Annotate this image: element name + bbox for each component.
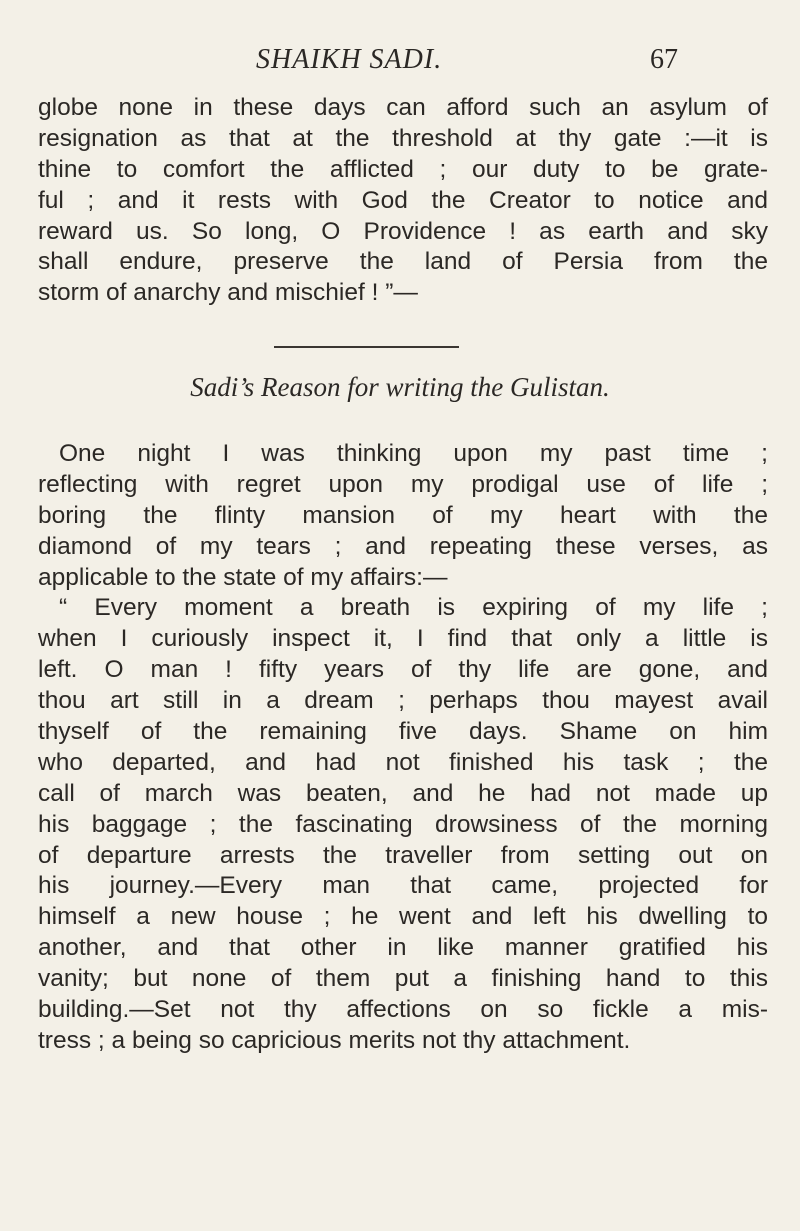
text-line: diamond of my tears ; and repeating these verses, as (38, 532, 768, 560)
text-line: left. O man ! fifty years of thy life are gone, and (38, 656, 768, 684)
text-line: who departed, and had not finished his task ; the (38, 748, 768, 776)
text-line: thou art still in a dream ; perhaps thou mayest avail (38, 687, 768, 715)
text-line: when I curiously inspect it, I find that only a little is (38, 625, 768, 653)
page-number: 67 (650, 44, 678, 75)
paragraph-continuation (38, 93, 768, 309)
text-line: tress ; a being so capricious merits not thy attachment. (38, 1026, 631, 1054)
running-head (0, 40, 800, 80)
running-head-title: SHAIKH SADI. (256, 44, 443, 75)
text-line: shall endure, preserve the land of Persia from the (38, 248, 768, 276)
text-line: ful ; and it rests with God the Creator to notice and (38, 186, 768, 214)
text-line: applicable to the state of my affairs:— (38, 563, 448, 591)
text-line: himself a new house ; he went and left his dwelling to (38, 903, 768, 931)
text-line: “ Every moment a breath is expiring of my life ; (59, 594, 768, 622)
text-line: his baggage ; the fascinating drowsiness of the morning (38, 810, 768, 838)
section-divider (274, 346, 459, 348)
text-line: One night I was thinking upon my past time ; (59, 440, 768, 467)
text-line: thyself of the remaining five days. Shame on him (38, 718, 768, 746)
text-line: another, and that other in like manner gratified his (38, 934, 768, 962)
text-line: vanity; but none of them put a finishing hand to this (38, 965, 768, 993)
text-line: storm of anarchy and mischief ! ”— (38, 279, 418, 307)
text-line: call of march was beaten, and he had not made up (38, 779, 768, 807)
text-line: building.—Set not thy affections on so fickle a mis- (38, 996, 768, 1024)
text-line: reflecting with regret upon my prodigal use of life ; (38, 470, 768, 498)
text-line: of departure arrests the traveller from setting out on (38, 841, 768, 869)
text-line: resignation as that at the threshold at thy gate :—it is (38, 124, 768, 152)
paragraph-body (38, 439, 768, 1057)
text-line: globe none in these days can afford such an asylum of (38, 94, 768, 121)
text-line: his journey.—Every man that came, projected for (38, 872, 768, 900)
section-heading: Sadi’s Reason for writing the Gulistan. (190, 372, 610, 402)
text-line: thine to comfort the afflicted ; our duty to be grate- (38, 155, 768, 183)
text-line: reward us. So long, O Providence ! as earth and sky (38, 217, 768, 245)
text-line: boring the flinty mansion of my heart with the (38, 501, 768, 529)
